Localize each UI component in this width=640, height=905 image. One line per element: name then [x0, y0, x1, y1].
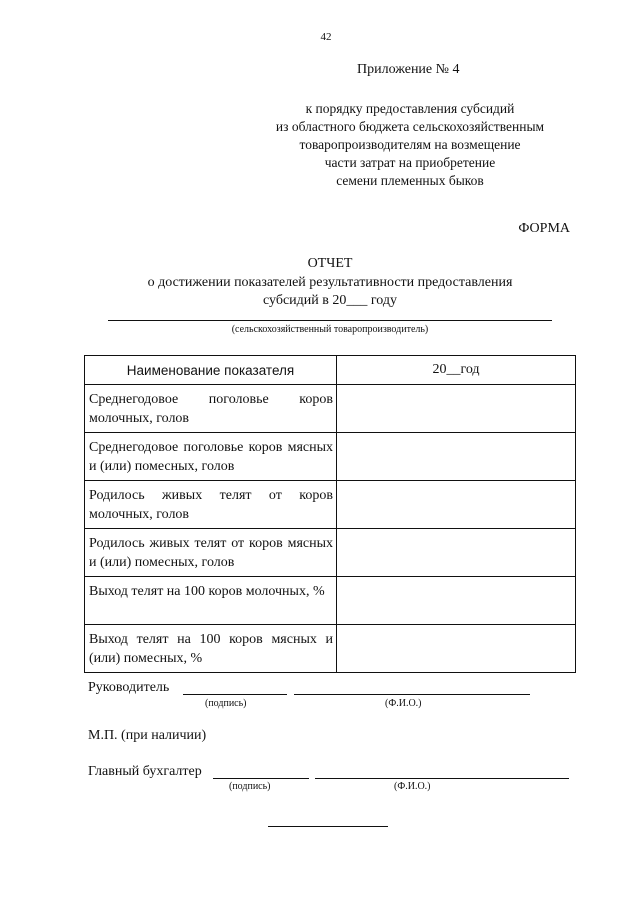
table-row — [85, 385, 576, 433]
indicator-name-cell — [85, 385, 337, 433]
indicator-value-cell[interactable] — [337, 625, 576, 673]
indicator-name: Среднегодовое поголовье коров мясных и (или) помесных, голов — [89, 440, 333, 474]
stamp-label: М.П. (при наличии) — [88, 728, 207, 743]
header-indicator-name: Наименование показателя — [85, 356, 337, 385]
indicator-name-cell — [85, 481, 337, 529]
header-year: 20__год — [337, 356, 576, 385]
producer-fill-line[interactable] — [108, 320, 552, 321]
indicator-name: Родилось живых телят от коров мясных и (или) помесных, голов — [89, 536, 333, 570]
indicator-value-cell[interactable] — [337, 529, 576, 577]
accountant-name-line[interactable] — [315, 778, 569, 779]
indicator-value-cell[interactable] — [337, 433, 576, 481]
appendix-line: части затрат на приобретение — [324, 155, 496, 170]
indicator-name: Родилось живых телят от коров молочных, голов — [89, 488, 333, 522]
accountant-label: Главный бухгалтер — [88, 764, 202, 779]
indicator-name: Выход телят на 100 коров мясных и (или) помесных, % — [89, 632, 333, 666]
head-name-line[interactable] — [294, 694, 530, 695]
producer-caption: (сельскохозяйственный товаропроизводитель) — [231, 324, 429, 335]
report-title: ОТЧЕТ — [307, 256, 353, 271]
closing-divider — [268, 826, 388, 827]
page-number: 42 — [320, 31, 332, 43]
head-label: Руководитель — [88, 680, 170, 695]
report-table — [84, 355, 576, 673]
indicator-value-cell[interactable] — [337, 385, 576, 433]
indicator-name-cell — [85, 625, 337, 673]
table-row — [85, 577, 576, 625]
table-row — [85, 529, 576, 577]
head-name-caption: (Ф.И.О.) — [385, 698, 422, 709]
report-subtitle-line: субсидий в 20___ году — [262, 293, 397, 308]
report-subtitle-line: о достижении показателей результативности предоставления — [147, 275, 513, 290]
indicator-name: Среднегодовое поголовье коров молочных, голов — [89, 392, 333, 426]
table-header-row — [85, 356, 576, 385]
indicator-value-cell[interactable] — [337, 481, 576, 529]
accountant-signature-caption: (подпись) — [229, 781, 271, 792]
form-label: ФОРМА — [518, 221, 570, 236]
appendix-line: семени племенных быков — [336, 173, 484, 188]
table-row — [85, 481, 576, 529]
indicator-name: Выход телят на 100 коров молочных, % — [89, 584, 325, 599]
appendix-line: из областного бюджета сельскохозяйственным — [275, 119, 545, 134]
appendix-subtitle — [240, 100, 580, 190]
indicator-name-cell — [85, 433, 337, 481]
accountant-signature-line[interactable] — [213, 778, 309, 779]
accountant-name-caption: (Ф.И.О.) — [394, 781, 431, 792]
appendix-line: товаропроизводителям на возмещение — [299, 137, 521, 152]
head-signature-line[interactable] — [183, 694, 287, 695]
table-row — [85, 625, 576, 673]
indicator-name-cell — [85, 577, 337, 625]
appendix-line: к порядку предоставления субсидий — [305, 101, 515, 116]
indicator-value-cell[interactable] — [337, 577, 576, 625]
table-row — [85, 433, 576, 481]
report-subtitle — [0, 274, 640, 310]
head-signature-caption: (подпись) — [205, 698, 247, 709]
indicator-name-cell — [85, 529, 337, 577]
appendix-title: Приложение № 4 — [357, 62, 460, 77]
